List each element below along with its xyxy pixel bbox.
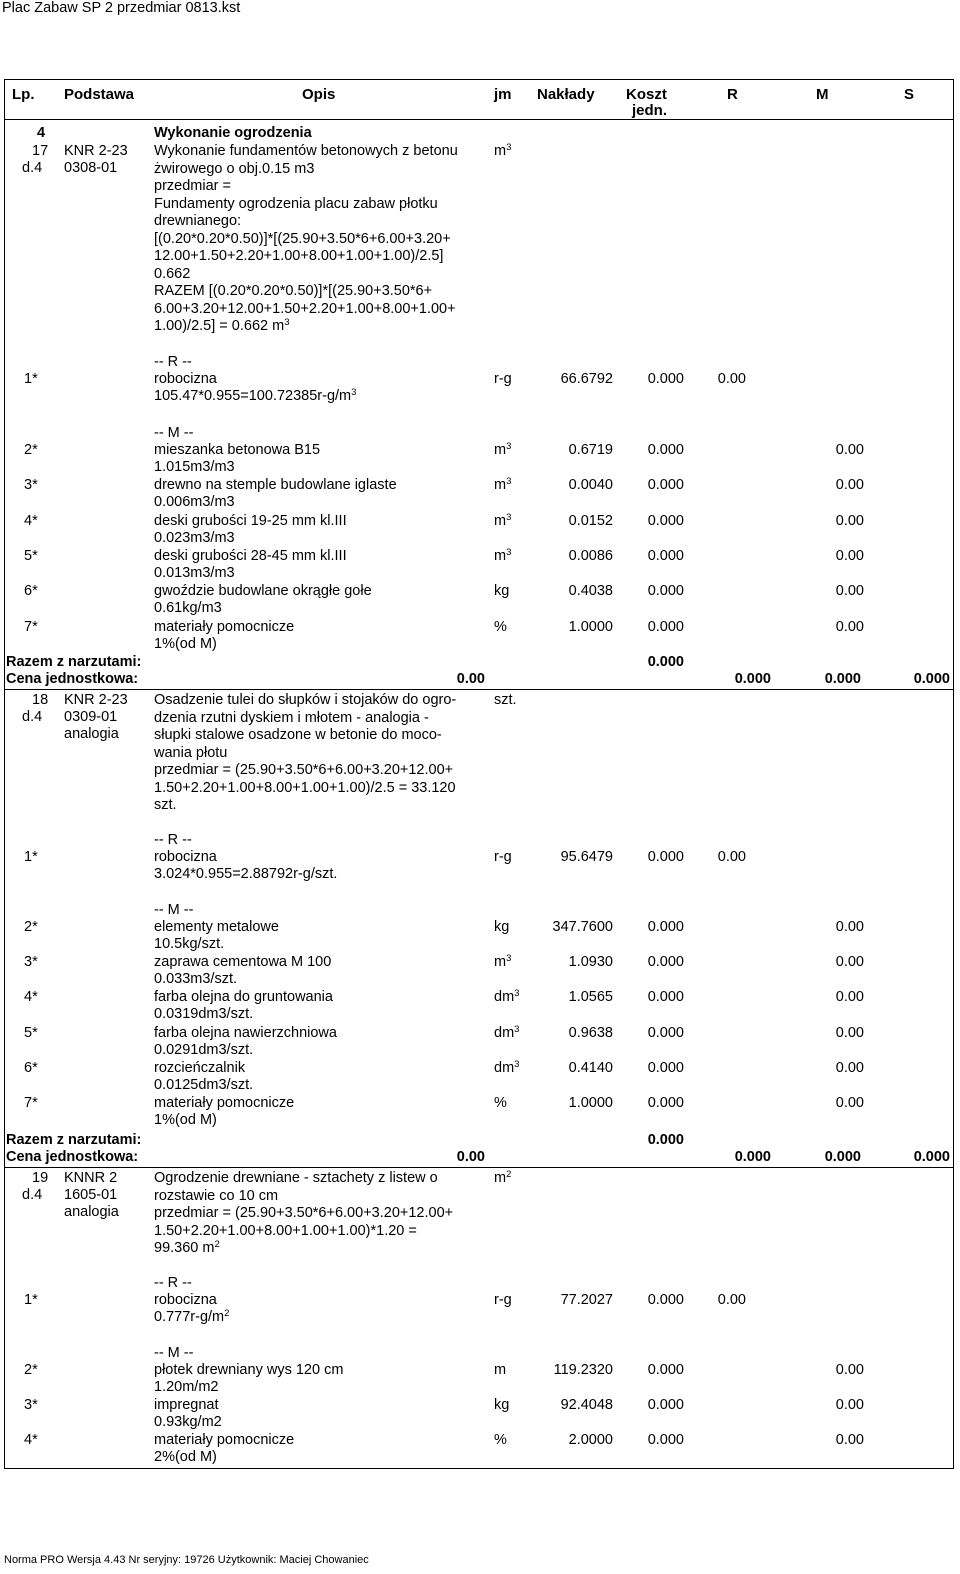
material-row-cost: 0.00 (835, 954, 864, 971)
material-row-cost: 0.00 (835, 512, 864, 529)
labor-row-unit: r-g (494, 849, 512, 865)
item-lp-sub: d.4 (22, 160, 43, 176)
material-row-number: 3* (24, 477, 38, 494)
material-row-calc: 0.023m3/m3 (154, 529, 235, 546)
item-description-line: [(0.20*0.20*0.50)]*[(25.90+3.50*6+6.00+3.20+ (154, 230, 451, 247)
material-row-calc: 0.61kg/m3 (154, 600, 222, 617)
item-basis-code: KNR 2-23 (64, 692, 128, 708)
material-row-unit-superscript: 3 (506, 511, 512, 523)
item-basis-note: analogia (64, 1204, 119, 1220)
item-basis-code: KNNR 2 (64, 1170, 118, 1186)
material-row-number: 4* (24, 1432, 38, 1449)
material-row-price: 0.000 (647, 442, 684, 458)
labor-row-qty: 95.6479 (560, 849, 613, 865)
right-border (953, 79, 954, 1469)
material-row-cost: 0.00 (835, 1095, 864, 1111)
table-bottom-rule (4, 1468, 954, 1469)
unit-price-label: Cena jednostkowa: (6, 1149, 139, 1165)
material-row-number: 6* (24, 1059, 38, 1076)
material-row-unit: % (494, 1095, 507, 1111)
unit-price-value: 0.00 (456, 1149, 485, 1165)
item-lp: 18 (32, 692, 49, 708)
header-podstawa: Podstawa (64, 86, 135, 103)
material-row-price: 0.000 (647, 547, 684, 564)
item-unit-text: m (494, 1170, 507, 1186)
labor-row-cost: 0.00 (717, 849, 746, 865)
labor-row-unit: r-g (494, 371, 512, 387)
material-row-qty: 0.6719 (568, 442, 613, 458)
material-row-price: 0.000 (647, 477, 684, 494)
material-row-unit-text: m (494, 477, 507, 494)
unit-price-s: 0.000 (913, 1149, 950, 1165)
material-row-unit: % (494, 618, 507, 635)
material-row-qty: 0.0040 (568, 477, 613, 494)
material-row-unit (494, 548, 511, 565)
material-row-name: mieszanka betonowa B15 (154, 442, 321, 458)
unit-price-m: 0.000 (824, 1149, 861, 1165)
material-row-qty: 1.0930 (568, 954, 613, 971)
material-row-unit-text: dm (494, 1024, 515, 1041)
item-lp-sub: d.4 (22, 709, 43, 725)
material-row-cost: 0.00 (835, 1362, 864, 1378)
item-description-line: przedmiar = (25.90+3.50*6+6.00+3.20+12.00+ (154, 1205, 454, 1221)
labor-row-number: 1* (24, 371, 38, 387)
material-row-name: deski grubości 19-25 mm kl.III (154, 512, 347, 529)
material-row-calc: 0.0125dm3/szt. (154, 1076, 254, 1093)
material-row-calc: 0.93kg/m2 (154, 1414, 222, 1431)
material-row-calc: 1.20m/m2 (154, 1379, 219, 1395)
footer-info: Norma PRO Wersja 4.43 Nr seryjny: 19726 Użytkownik: Maciej Chowaniec (4, 1554, 369, 1566)
labor-row-calc-text: 0.777r-g/m (154, 1309, 225, 1325)
material-row-qty: 0.0152 (568, 512, 613, 529)
labor-label: -- R -- (154, 354, 192, 370)
header-s: S (904, 86, 915, 103)
material-row-price: 0.000 (647, 1432, 684, 1449)
labor-row-calc-superscript: 3 (351, 387, 357, 398)
item-description-line: dzenia rzutni dyskiem i młotem - analogia - (154, 709, 429, 726)
item-description-line: RAZEM [(0.20*0.20*0.50)]*[(25.90+3.50*6+ (154, 283, 433, 299)
total-with-markups-label: Razem z narzutami: (6, 1132, 142, 1148)
material-row-unit-superscript: 3 (506, 953, 512, 965)
material-row-unit (494, 989, 519, 1006)
item-unit (494, 1170, 511, 1187)
material-row-unit-superscript: 3 (506, 476, 512, 488)
material-row-unit (494, 954, 511, 971)
material-row-number: 5* (24, 547, 38, 564)
item-basis-number: 0309-01 (64, 709, 118, 725)
item-description-line (154, 318, 289, 335)
material-row-name: drewno na stemple budowlane iglaste (154, 477, 397, 494)
unit-price-m: 0.000 (824, 671, 861, 687)
material-row-name: elementy metalowe (154, 919, 279, 935)
item-description-line: 6.00+3.20+12.00+1.50+2.20+1.00+8.00+1.00+ (154, 300, 456, 317)
labor-row-qty: 77.2027 (560, 1292, 613, 1308)
material-row-unit-superscript: 3 (506, 441, 512, 452)
material-row-qty: 119.2320 (553, 1362, 613, 1378)
material-row-calc: 0.033m3/szt. (154, 971, 238, 988)
header-jedn: jedn. (632, 102, 668, 119)
material-row-cost: 0.00 (835, 919, 864, 935)
labor-row-calc-superscript: 2 (224, 1308, 230, 1319)
total-with-markups-value: 0.000 (647, 654, 684, 670)
item-description-line: 12.00+1.50+2.20+1.00+8.00+1.00+1.00)/2.5] (154, 248, 444, 264)
material-row-cost: 0.00 (835, 1059, 864, 1076)
header-naklady: Nakłady (537, 86, 595, 103)
item-description-line: rozstawie co 10 cm (154, 1187, 279, 1204)
material-row-number: 6* (24, 583, 38, 600)
material-row-calc: 1%(od M) (154, 1112, 217, 1128)
item-unit: szt. (494, 692, 517, 708)
material-row-price: 0.000 (647, 1024, 684, 1041)
labor-row-calc (154, 1309, 229, 1326)
item-separator-rule (4, 1167, 954, 1168)
total-with-markups-label: Razem z narzutami: (6, 654, 142, 670)
material-row-qty: 1.0565 (568, 989, 613, 1006)
material-row-unit (494, 442, 511, 459)
material-row-cost: 0.00 (835, 618, 864, 635)
item-basis-number: 0308-01 (64, 160, 118, 176)
item-description-line-superscript: 3 (284, 317, 290, 328)
material-row-number: 3* (24, 1397, 38, 1414)
item-unit-superscript: 3 (506, 142, 512, 153)
material-row-name: farba olejna do gruntowania (154, 989, 333, 1006)
unit-price-r: 0.000 (734, 1149, 771, 1165)
material-row-name: farba olejna nawierzchniowa (154, 1024, 337, 1041)
material-row-calc: 2%(od M) (154, 1449, 217, 1466)
material-row-name: deski grubości 28-45 mm kl.III (154, 547, 347, 564)
item-description-line: przedmiar = (25.90+3.50*6+6.00+3.20+12.00+ (154, 762, 454, 778)
material-row-calc: 0.013m3/m3 (154, 564, 235, 581)
item-lp-sub: d.4 (22, 1187, 43, 1203)
material-row-qty: 0.9638 (568, 1024, 613, 1041)
section-number: 4 (37, 125, 46, 141)
material-row-unit (494, 1025, 519, 1042)
item-basis-code: KNR 2-23 (64, 143, 128, 159)
material-row-price: 0.000 (647, 954, 684, 971)
material-row-name: impregnat (154, 1397, 219, 1414)
material-row-name: materiały pomocnicze (154, 1095, 295, 1111)
item-description-line: Fundamenty ogrodzenia placu zabaw płotku (154, 195, 438, 212)
unit-price-value: 0.00 (456, 671, 485, 687)
material-row-calc: 1%(od M) (154, 635, 217, 652)
labor-row-cost: 0.00 (717, 1292, 746, 1308)
material-row-price: 0.000 (647, 1095, 684, 1111)
item-description-line: Wykonanie fundamentów betonowych z betonu (154, 143, 458, 159)
labor-row-price: 0.000 (647, 371, 684, 387)
material-row-name: materiały pomocnicze (154, 618, 295, 635)
labor-row-number: 1* (24, 1292, 38, 1308)
material-label: -- M -- (154, 1345, 194, 1361)
item-description-line (154, 1240, 220, 1257)
item-description-line: słupki stalowe osadzone w betonie do moco- (154, 727, 442, 743)
labor-row-qty: 66.6792 (560, 371, 613, 387)
material-row-name: materiały pomocnicze (154, 1432, 295, 1449)
material-row-qty: 1.0000 (568, 1095, 613, 1111)
material-row-name: gwoździe budowlane okrągłe gołe (154, 583, 372, 600)
item-description-line-text: 1.00)/2.5] = 0.662 m (154, 318, 285, 334)
material-row-cost: 0.00 (835, 477, 864, 494)
material-row-unit: kg (494, 1397, 510, 1414)
material-row-unit: kg (494, 583, 510, 600)
material-row-calc: 0.0291dm3/szt. (154, 1041, 254, 1058)
material-row-number: 4* (24, 989, 38, 1006)
material-row-unit: % (494, 1432, 507, 1449)
material-row-unit (494, 477, 511, 494)
material-row-number: 7* (24, 1095, 38, 1111)
material-row-number: 5* (24, 1024, 38, 1041)
header-jm: jm (494, 86, 512, 103)
material-row-name: płotek drewniany wys 120 cm (154, 1362, 344, 1378)
material-row-number: 2* (24, 1362, 38, 1378)
labor-row-number: 1* (24, 849, 38, 865)
material-row-cost: 0.00 (835, 989, 864, 1006)
material-row-unit-superscript: 3 (506, 546, 512, 558)
total-with-markups-value: 0.000 (647, 1132, 684, 1148)
material-row-cost: 0.00 (835, 1024, 864, 1041)
item-description-line: wania płotu (154, 744, 228, 761)
material-row-unit (494, 513, 511, 530)
material-row-qty: 2.0000 (568, 1432, 613, 1449)
material-row-calc: 0.006m3/m3 (154, 494, 235, 511)
material-row-qty: 0.4038 (568, 583, 613, 600)
material-row-unit-text: m (494, 442, 507, 458)
material-row-unit-text: dm (494, 1059, 515, 1076)
header-bottom-rule (4, 119, 954, 120)
material-row-unit-text: dm (494, 989, 515, 1006)
material-row-unit: kg (494, 919, 510, 935)
item-description-line: Osadzenie tulei do słupków i stojaków do ogro- (154, 692, 457, 708)
material-row-number: 2* (24, 919, 38, 935)
material-row-qty: 0.4140 (568, 1059, 613, 1076)
material-row-calc: 10.5kg/szt. (154, 936, 225, 952)
material-row-calc: 1.015m3/m3 (154, 459, 235, 475)
material-row-cost: 0.00 (835, 547, 864, 564)
labor-row-cost: 0.00 (717, 371, 746, 387)
header-lp: Lp. (12, 86, 35, 103)
labor-row-price: 0.000 (647, 1292, 684, 1308)
material-row-unit-superscript: 3 (514, 1058, 520, 1070)
labor-label: -- R -- (154, 1275, 192, 1291)
item-description-line-superscript: 2 (214, 1239, 220, 1250)
material-row-qty: 0.0086 (568, 547, 613, 564)
material-row-name: rozcieńczalnik (154, 1059, 246, 1076)
item-description-line: żwirowego o obj.0.15 m3 (154, 160, 315, 177)
material-row-price: 0.000 (647, 919, 684, 935)
unit-price-r: 0.000 (734, 671, 771, 687)
labor-label: -- R -- (154, 832, 192, 848)
labor-row-calc (154, 388, 356, 405)
labor-row-unit: r-g (494, 1292, 512, 1308)
material-row-price: 0.000 (647, 512, 684, 529)
section-title: Wykonanie ogrodzenia (154, 125, 312, 141)
material-row-price: 0.000 (647, 1397, 684, 1414)
item-description-line-text: 99.360 m (154, 1240, 215, 1256)
item-lp: 17 (32, 143, 49, 159)
item-description-line: drewnianego: (154, 213, 242, 229)
material-row-price: 0.000 (647, 618, 684, 635)
item-separator-rule (4, 689, 954, 690)
material-row-price: 0.000 (647, 583, 684, 600)
labor-row-name: robocizna (154, 1292, 217, 1308)
material-row-cost: 0.00 (835, 442, 864, 458)
item-description-line: szt. (154, 797, 177, 813)
document-title: Plac Zabaw SP 2 przedmiar 0813.kst (2, 0, 241, 16)
labor-row-name: robocizna (154, 371, 217, 387)
material-row-number: 2* (24, 442, 38, 458)
labor-row-calc: 3.024*0.955=2.88792r-g/szt. (154, 866, 338, 882)
material-label: -- M -- (154, 425, 194, 441)
header-m: M (816, 86, 829, 103)
item-unit-superscript: 2 (506, 1169, 512, 1180)
header-top-rule (4, 79, 954, 80)
material-row-qty: 92.4048 (560, 1397, 613, 1414)
material-row-unit-superscript: 3 (514, 1023, 520, 1035)
item-description-line: 0.662 (154, 265, 191, 282)
item-description-line: 1.50+2.20+1.00+8.00+1.00+1.00)/2.5 = 33.120 (154, 779, 456, 796)
item-lp: 19 (32, 1170, 49, 1186)
item-unit-text: m (494, 143, 507, 159)
unit-price-s: 0.000 (913, 671, 950, 687)
left-border (4, 79, 5, 1469)
header-r: R (727, 86, 738, 103)
unit-price-label: Cena jednostkowa: (6, 671, 139, 687)
material-row-qty: 1.0000 (568, 618, 613, 635)
item-description-line: 1.50+2.20+1.00+8.00+1.00+1.00)*1.20 = (154, 1222, 417, 1239)
material-row-calc: 0.0319dm3/szt. (154, 1006, 254, 1023)
material-row-number: 3* (24, 954, 38, 971)
material-row-unit-text: m (494, 954, 507, 971)
header-opis: Opis (302, 86, 336, 103)
item-basis-number: 1605-01 (64, 1187, 118, 1203)
material-row-price: 0.000 (647, 1362, 684, 1378)
labor-row-price: 0.000 (647, 849, 684, 865)
material-row-price: 0.000 (647, 1059, 684, 1076)
item-basis-note: analogia (64, 726, 119, 742)
material-row-price: 0.000 (647, 989, 684, 1006)
item-unit (494, 143, 511, 160)
item-description-line: Ogrodzenie drewniane - sztachety z listew o (154, 1170, 438, 1186)
material-row-unit-text: m (494, 512, 507, 529)
material-row-unit-text: m (494, 547, 507, 564)
material-row-cost: 0.00 (835, 1397, 864, 1414)
material-row-unit: m (494, 1362, 507, 1378)
labor-row-name: robocizna (154, 849, 217, 865)
material-row-qty: 347.7600 (552, 919, 613, 935)
material-row-number: 7* (24, 618, 38, 635)
material-row-name: zaprawa cementowa M 100 (154, 954, 332, 971)
material-row-number: 4* (24, 512, 38, 529)
header-koszt: Koszt (626, 86, 667, 103)
material-label: -- M -- (154, 902, 194, 918)
labor-row-calc-text: 105.47*0.955=100.72385r-g/m (154, 388, 352, 404)
material-row-cost: 0.00 (835, 1432, 864, 1449)
material-row-unit (494, 1060, 519, 1077)
item-description-line: przedmiar = (154, 178, 231, 194)
material-row-unit-superscript: 3 (514, 988, 520, 1000)
material-row-cost: 0.00 (835, 583, 864, 600)
